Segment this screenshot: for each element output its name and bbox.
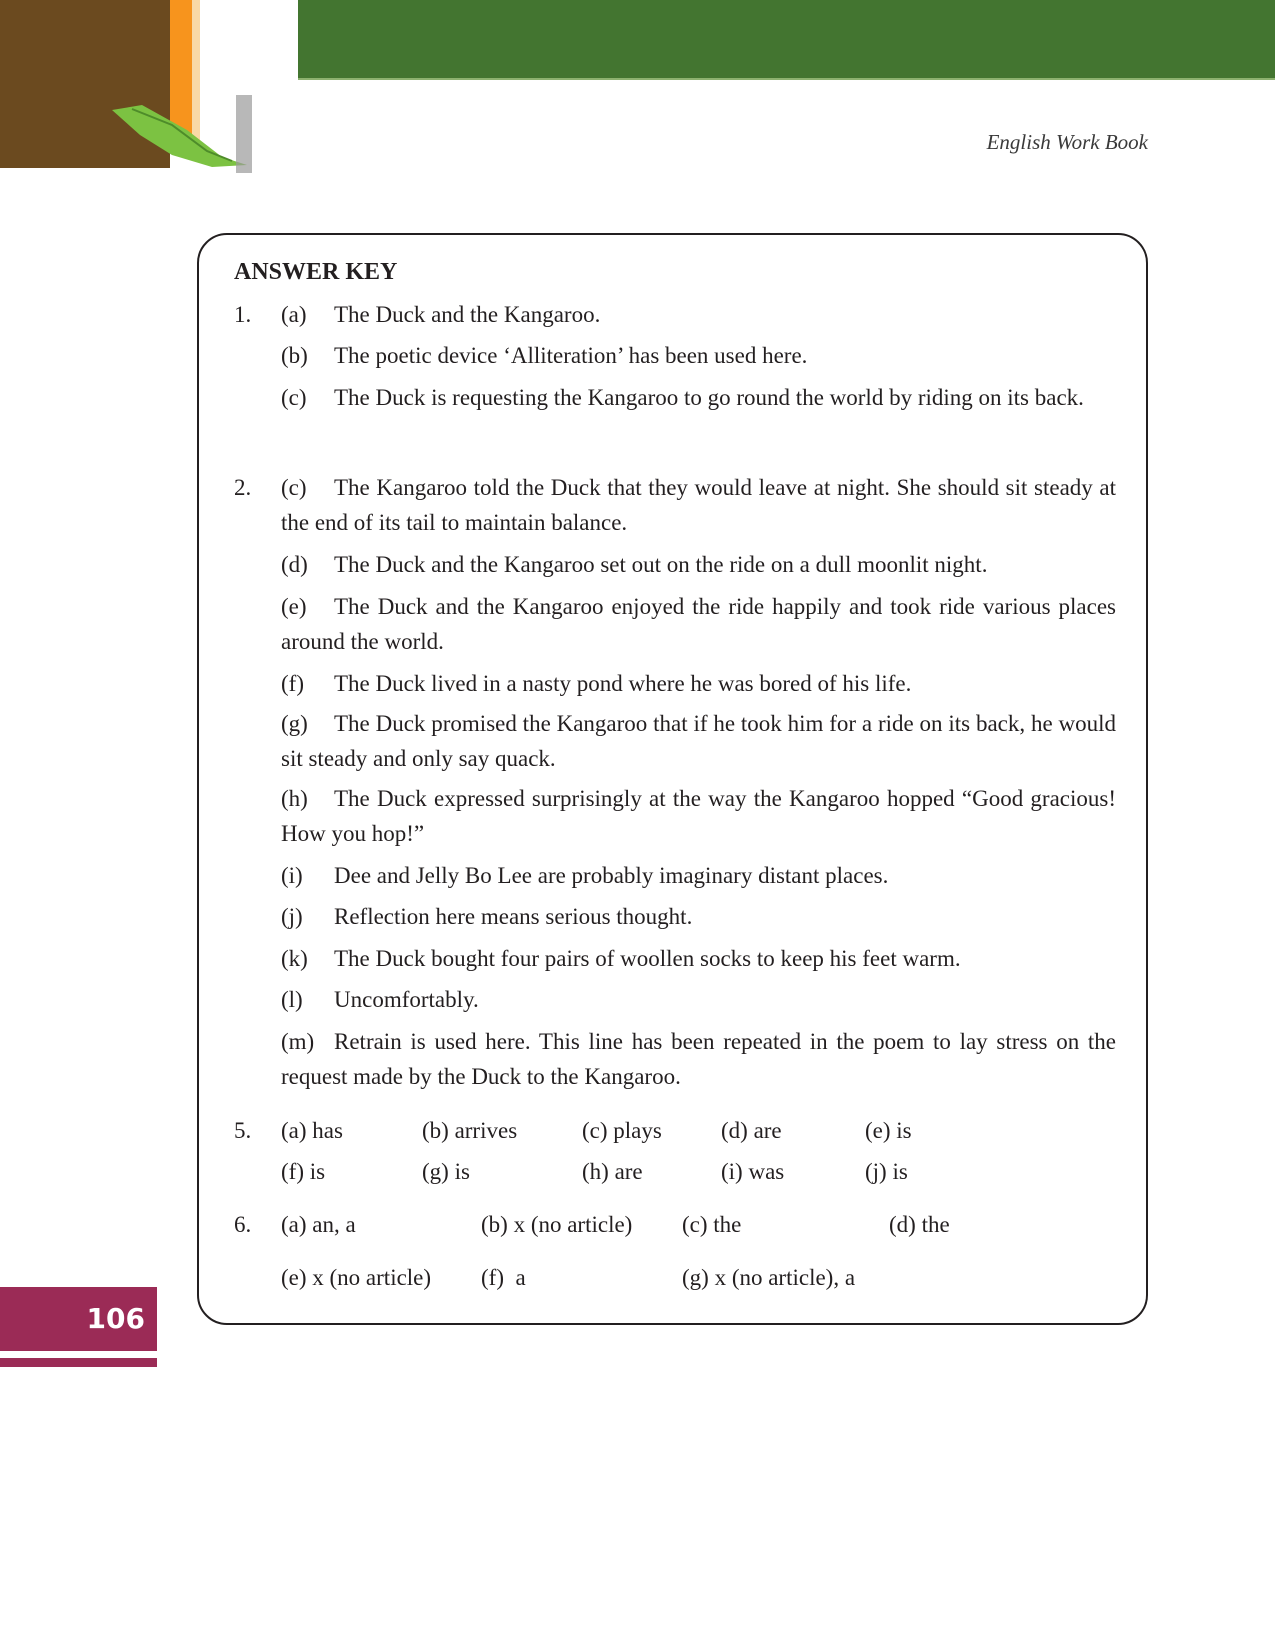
leaf-icon [112,95,252,175]
answer-option: (h) are [582,1159,643,1184]
answer-label: (m) [281,1029,315,1054]
answer-text: Retrain is used here. This line has been repeated in the poem to lay stress on the request made by the Duck to the Kangaroo. [281,1029,1116,1089]
answer-item [281,470,1116,540]
answer-label: (l) [281,987,303,1012]
answer-text: The Duck bought four pairs of woollen socks to keep his feet warm. [334,946,961,971]
header-green-band [298,0,1275,78]
answer-label: (b) [281,343,308,368]
answer-text: The Duck and the Kangaroo. [334,302,601,327]
answer-label: (c) [281,475,307,500]
question-number-1: 1. [234,302,252,327]
answer-option: (b) x (no article) [481,1212,633,1237]
answer-label: (g) [281,711,308,736]
answer-key-heading: ANSWER KEY [234,259,398,285]
answer-option: (c) the [682,1212,742,1237]
answer-label: (d) [281,552,308,577]
answer-text: The Duck and the Kangaroo enjoyed the ride happily and took ride various places around the world. [281,594,1116,654]
answer-text: The Kangaroo told the Duck that they would leave at night. She should sit steady at the end of its tail to maintain balance. [281,475,1116,535]
header-green-line [298,78,1275,80]
answer-item [281,589,1116,659]
answer-option: (d) the [889,1212,950,1237]
answer-option: (e) is [865,1118,912,1143]
answer-option: (d) are [721,1118,782,1143]
answer-text: The poetic device ‘Alliteration’ has been used here. [334,343,808,368]
answer-text: The Duck lived in a nasty pond where he was bored of his life. [334,671,912,696]
answer-option: (a) has [281,1118,343,1143]
answer-text: The Duck is requesting the Kangaroo to go round the world by riding on its back. [334,385,1084,410]
question-number-2: 2. [234,475,252,500]
answer-text: The Duck expressed surprisingly at the way the Kangaroo hopped “Good gracious! How you hop!” [281,786,1116,846]
answer-text: Dee and Jelly Bo Lee are probably imaginary distant places. [334,863,889,888]
answer-label: (j) [281,904,303,929]
answer-text: Reflection here means serious thought. [334,904,693,929]
answer-item [281,781,1116,851]
answer-label: (i) [281,863,303,888]
answer-item [281,380,1116,415]
answer-label: (f) [281,671,304,696]
answer-label: (k) [281,946,308,971]
answer-text: Uncomfortably. [334,987,479,1012]
answer-text: The Duck promised the Kangaroo that if he took him for a ride on its back, he would sit steady and only say quack. [281,711,1116,771]
answer-text: The Duck and the Kangaroo set out on the ride on a dull moonlit night. [334,552,988,577]
answer-option: (f) is [281,1159,326,1184]
answer-option: (c) plays [582,1118,662,1143]
answer-option: (g) x (no article), a [682,1265,856,1290]
answer-label: (c) [281,385,307,410]
answer-option: (i) was [721,1159,785,1184]
answer-label: (a) [281,302,307,327]
answer-option: (g) is [422,1159,470,1184]
answer-label: (h) [281,786,308,811]
question-number-5: 5. [234,1118,252,1143]
answer-option: (f) a [481,1265,526,1290]
answer-item [281,706,1116,776]
answer-item [281,1024,1116,1094]
answer-option: (e) x (no article) [281,1265,432,1290]
book-title: English Work Book [986,130,1148,154]
answer-option: (b) arrives [422,1118,518,1143]
page-number-underline [0,1358,157,1367]
answer-option: (j) is [865,1159,908,1184]
page-number: 106 [86,1302,145,1335]
answer-label: (e) [281,594,307,619]
question-number-6: 6. [234,1212,252,1237]
answer-option: (a) an, a [281,1212,356,1237]
